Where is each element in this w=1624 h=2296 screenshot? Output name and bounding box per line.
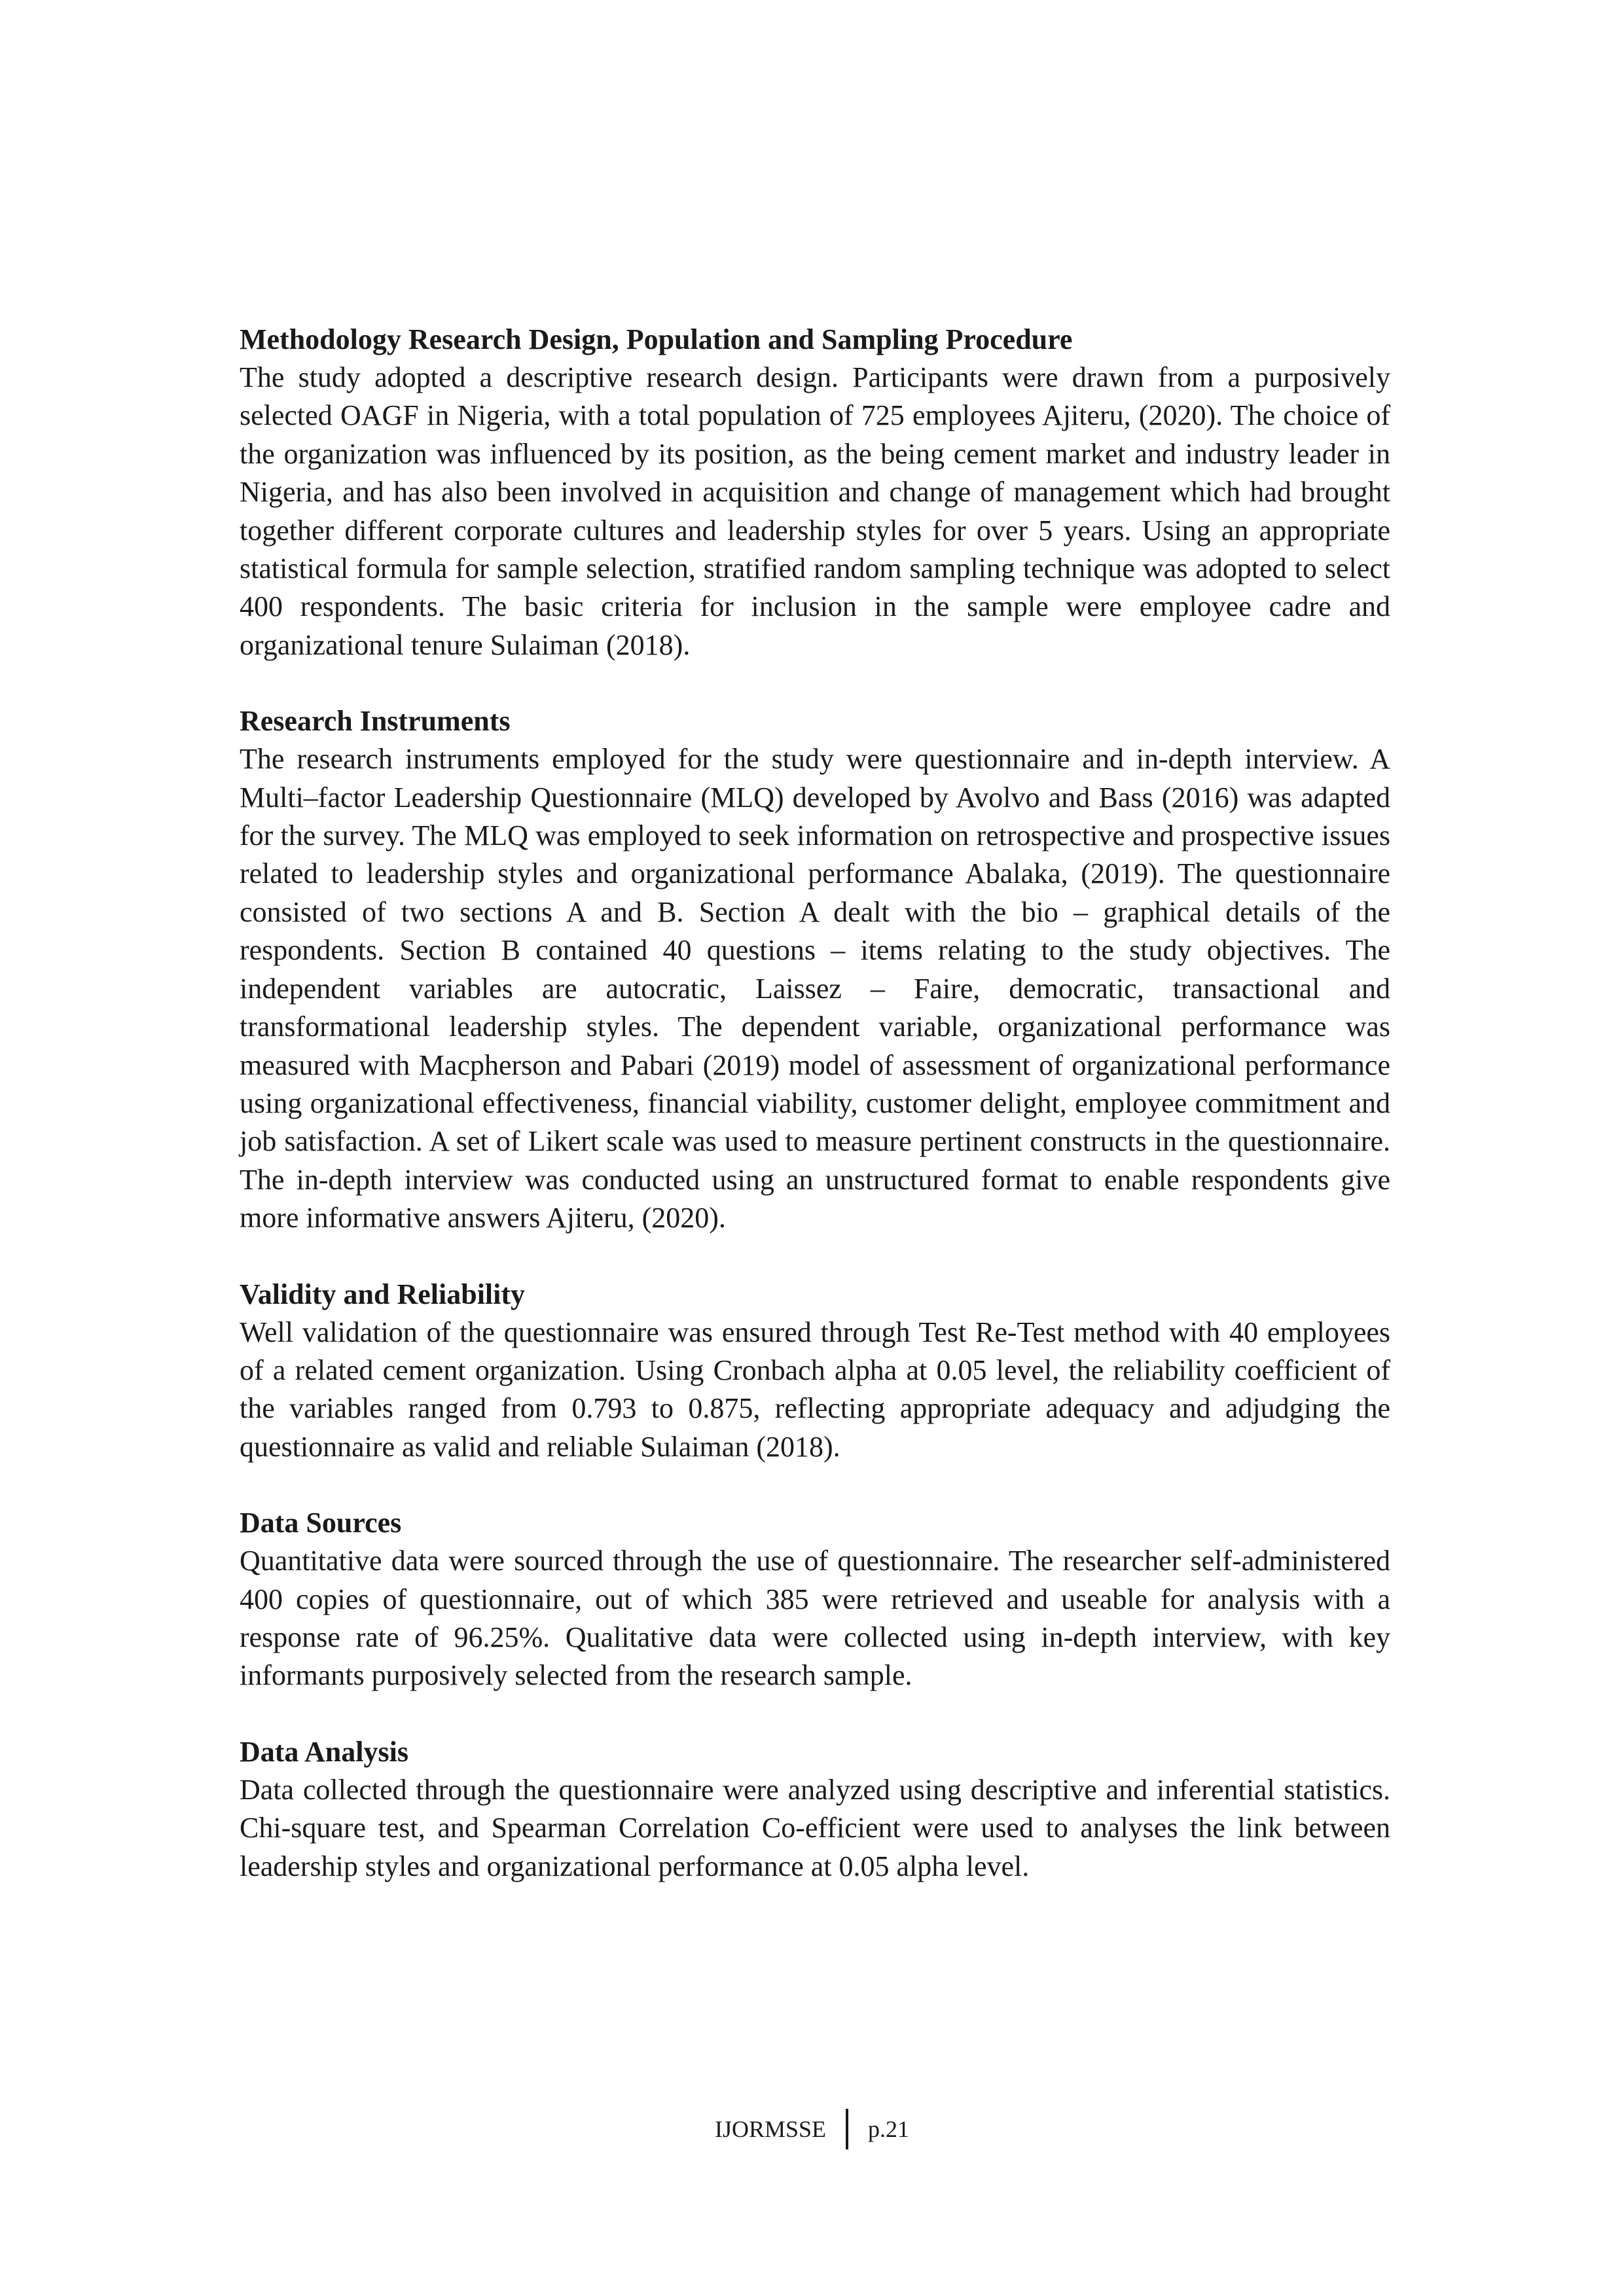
section-research-design (240, 321, 1390, 664)
section-paragraph: The study adopted a descriptive research design. Participants were drawn from a purposively selected OAGF in Nigeria, with a total population of 725 employees Ajiteru, (2020). The choice of the organization was influenced by its position, as the being cement market and industry leader in Nigeria, and has also been involved in acquisition and change of management which had brought together different corporate cultures and leadership styles for over 5 years. Using an appropriate statistical formula for sample selection, stratified random sampling technique was adopted to select 400 respondents. The basic criteria for inclusion in the sample were employee cadre and organizational tenure Sulaiman (2018). (240, 361, 1390, 661)
section-heading: Research Instruments (240, 705, 511, 738)
page-body (240, 321, 1390, 1924)
section-heading: Data Sources (240, 1507, 402, 1539)
journal-name: IJORMSSE (714, 2116, 827, 2142)
page-number: p.21 (868, 2116, 910, 2142)
section-data-analysis (240, 1733, 1390, 1886)
footer-divider (846, 2109, 848, 2149)
section-heading: Methodology Research Design, Population and Sampling Procedure (240, 323, 1073, 355)
section-heading: Data Analysis (240, 1735, 408, 1768)
section-data-sources (240, 1504, 1390, 1695)
section-heading: Validity and Reliability (240, 1278, 526, 1310)
section-research-instruments (240, 702, 1390, 1237)
section-paragraph: The research instruments employed for the study were questionnaire and in-depth interview. A Multi–factor Leadership Questionnaire (MLQ) developed by Avolvo and Bass (2016) was adapted for the survey. The MLQ was employed to seek information on retrospective and prospective issues related to leadership styles and organizational performance Abalaka, (2019). The questionnaire consisted of two sections A and B. Section A dealt with the bio – graphical details of the respondents. Section B contained 40 questions – items relating to the study objectives. The independent variables are autocratic, Laissez – Faire, democratic, transactional and transformational leadership styles. The dependent variable, organizational performance was measured with Macpherson and Pabari (2019) model of assessment of organizational performance using organizational effectiveness, financial viability, customer delight, employee commitment and job satisfaction. A set of Likert scale was used to measure pertinent constructs in the questionnaire. The in-depth interview was conducted using an unstructured format to enable respondents give more informative answers Ajiteru, (2020). (240, 743, 1390, 1234)
section-paragraph: Data collected through the questionnaire were analyzed using descriptive and inferential statistics. Chi-square test, and Spearman Correlation Co-efficient were used to analyses the link between leadership styles and organizational performance at 0.05 alpha level. (240, 1773, 1390, 1882)
section-paragraph: Quantitative data were sourced through the use of questionnaire. The researcher self-administered 400 copies of questionnaire, out of which 385 were retrieved and useable for analysis with a response rate of 96.25%. Qualitative data were collected using in-depth interview, with key informants purposively selected from the research sample. (240, 1545, 1390, 1692)
page-footer (0, 2109, 1624, 2149)
section-paragraph: Well validation of the questionnaire was ensured through Test Re-Test method with 40 employees of a related cement organization. Using Cronbach alpha at 0.05 level, the reliability coefficient of the variables ranged from 0.793 to 0.875, reflecting appropriate adequacy and adjudging the questionnaire as valid and reliable Sulaiman (2018). (240, 1316, 1390, 1463)
section-validity-reliability (240, 1276, 1390, 1467)
